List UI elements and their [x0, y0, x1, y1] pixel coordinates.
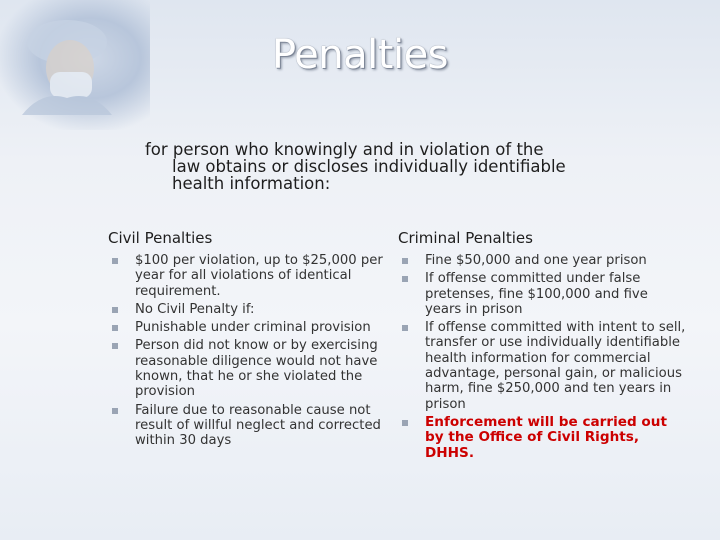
- list-item: [108, 253, 388, 299]
- civil-penalties-heading: Civil Penalties: [108, 229, 213, 247]
- list-item-text: Fine $50,000 and one year prison: [425, 253, 647, 268]
- intro-line-2: law obtains or discloses individually identifiable: [172, 157, 566, 176]
- list-item: [108, 302, 388, 317]
- square-bullet-icon: [402, 276, 408, 282]
- list-item-text: Person did not know or by exercising reasonable diligence would not have known, that he or she violated the provision: [135, 338, 378, 400]
- civil-penalties-column: [108, 229, 388, 452]
- list-item-emphasis: [398, 415, 688, 461]
- square-bullet-icon: [112, 258, 118, 264]
- square-bullet-icon: [402, 258, 408, 264]
- criminal-penalties-heading: Criminal Penalties: [398, 229, 533, 247]
- slide-title: Penalties: [271, 32, 449, 78]
- list-item: [398, 253, 688, 268]
- list-item-text: $100 per violation, up to $25,000 per year for all violations of identical requirement.: [135, 253, 383, 299]
- list-item: [108, 403, 388, 449]
- list-item-text: If offense committed under false pretenses, fine $100,000 and five years in prison: [425, 271, 648, 317]
- intro-line-3: health information:: [172, 174, 331, 193]
- square-bullet-icon: [402, 420, 408, 426]
- list-item: [108, 338, 388, 399]
- list-item-text: Punishable under criminal provision: [135, 320, 371, 336]
- list-item-text: Enforcement will be carried out by the Office of Civil Rights, DHHS.: [425, 413, 667, 461]
- list-item-text: If offense committed with intent to sell, transfer or use individually identifiable health information for commercial advantage, personal gain, or malicious harm, fine $250,000 and ten years in prison: [425, 320, 686, 412]
- list-item-text: No Civil Penalty if:: [135, 301, 255, 317]
- square-bullet-icon: [402, 325, 408, 331]
- square-bullet-icon: [112, 343, 118, 349]
- criminal-penalties-column: [398, 229, 688, 464]
- list-item: [108, 320, 388, 335]
- list-item: [398, 271, 688, 317]
- square-bullet-icon: [112, 325, 118, 331]
- civil-penalties-list: [108, 253, 388, 449]
- intro-line-1: for person who knowingly and in violation of the: [145, 140, 544, 159]
- intro-text: [145, 141, 615, 192]
- criminal-penalties-list: [398, 253, 688, 461]
- list-item-text: Failure due to reasonable cause not result of willful neglect and corrected within 30 days: [135, 402, 381, 449]
- list-item: [398, 320, 688, 412]
- square-bullet-icon: [112, 408, 118, 414]
- square-bullet-icon: [112, 307, 118, 313]
